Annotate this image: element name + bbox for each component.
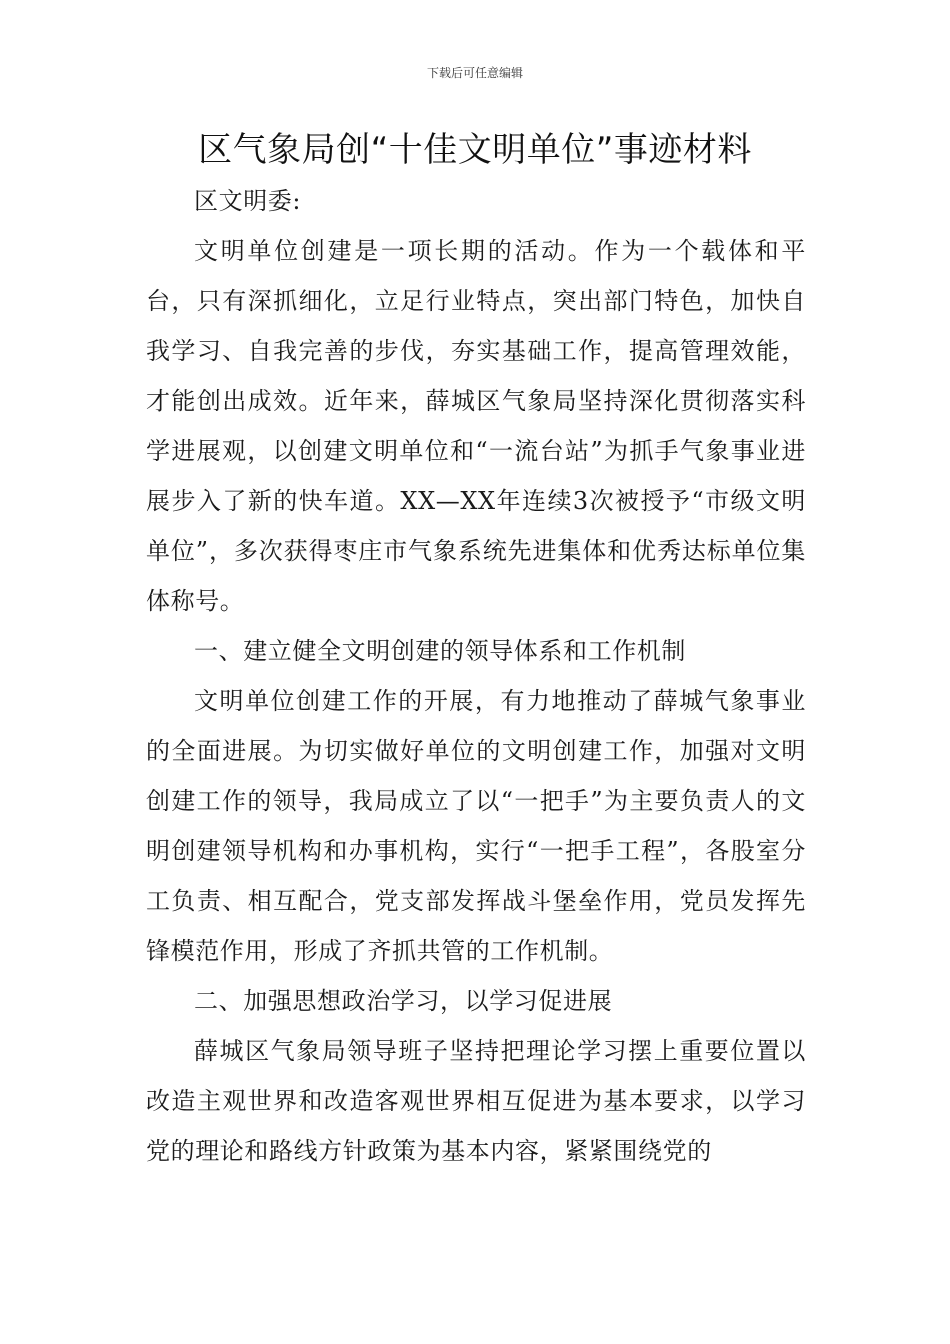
section-heading-1: 一、建立健全文明创建的领导体系和工作机制 <box>194 637 686 665</box>
paragraph-section-1: 文明单位创建工作的开展，有力地推动了薛城气象事业的全面进展。为切实做好单位的文明创建工作，加强对文明创建工作的领导，我局成立了以“一把手”为主要负责人的文明创建领导机构和办事机构，实行“一把手工程”，各股室分工负责、相互配合，党支部发挥战斗堡垒作用，党员发挥先锋模范作用，形成了齐抓共管的工作机制。 <box>146 687 806 965</box>
document-body <box>146 176 806 1176</box>
paragraph-section-2: 薛城区气象局领导班子坚持把理论学习摆上重要位置以改造主观世界和改造客观世界相互促进为基本要求，以学习党的理论和路线方针政策为基本内容，紧紧围绕党的 <box>146 1037 806 1165</box>
header-note: 下载后可任意编辑 <box>426 66 523 80</box>
page-title: 区气象局创“十佳文明单位”事迹材料 <box>198 130 752 170</box>
salutation: 区文明委: <box>194 187 302 215</box>
paragraph-intro: 文明单位创建是一项长期的活动。作为一个载体和平台，只有深抓细化，立足行业特点，突出部门特色，加快自我学习、自我完善的步伐，夯实基础工作，提高管理效能，才能创出成效。近年来，薛城区气象局坚持深化贯彻落实科学进展观，以创建文明单位和“一流台站”为抓手气象事业进展步入了新的快车道。XX—XX年连续3次被授予“市级文明单位”，多次获得枣庄市气象系统先进集体和优秀达标单位集体称号。 <box>146 237 806 615</box>
section-heading-2: 二、加强思想政治学习，以学习促进展 <box>194 987 613 1015</box>
